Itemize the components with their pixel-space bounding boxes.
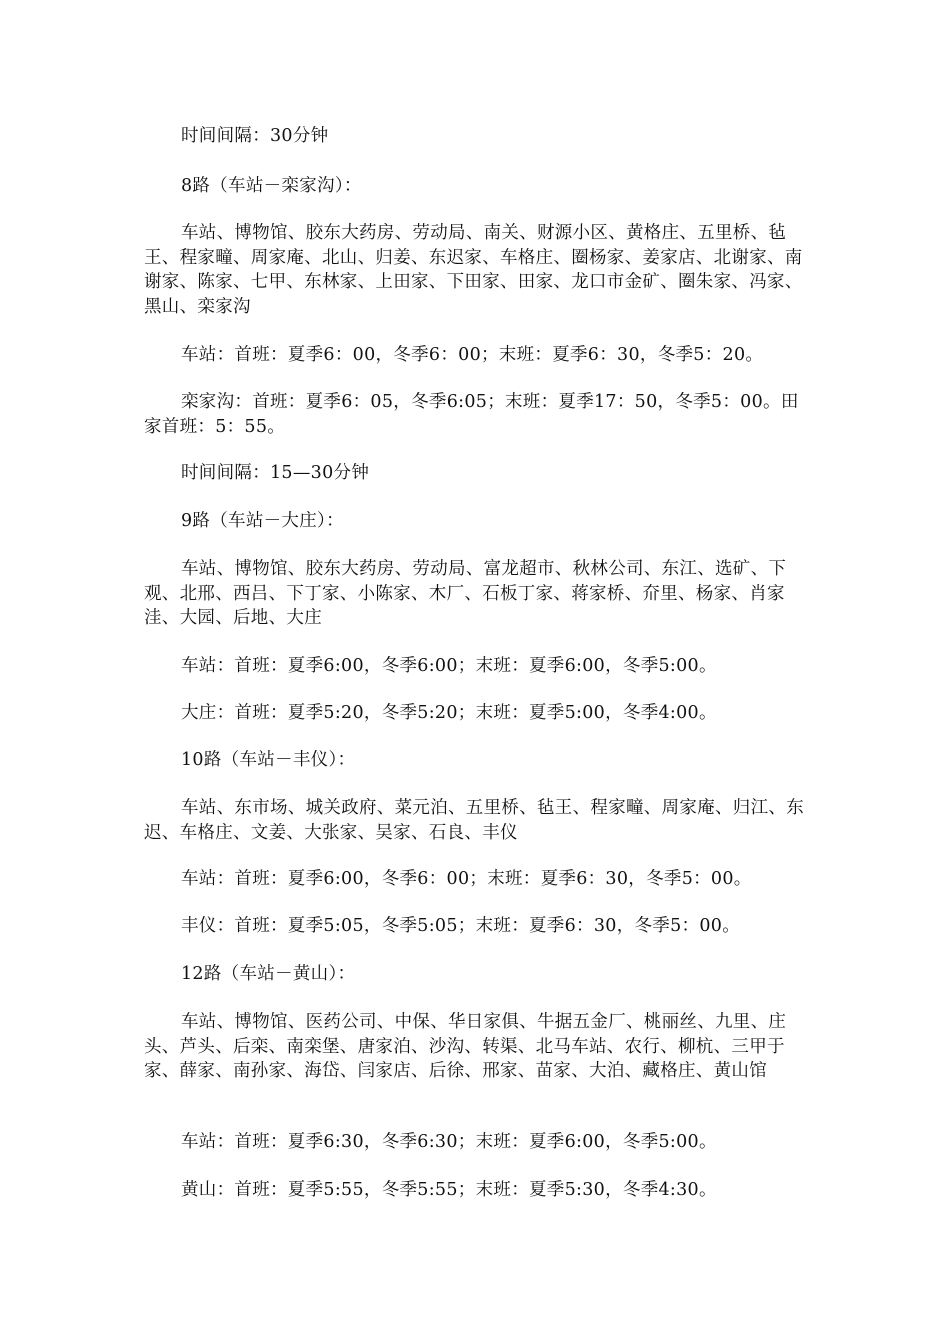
route-12-stops: 车站、博物馆、医药公司、中保、华日家俱、牛据五金厂、桃丽丝、九里、庄头、芦头、后栾、南栾堡、唐家泊、沙沟、转渠、北马车站、农行、柳杭、三甲于家、薛家、南孙家、海岱、闫家店、后徐、邢家、苗家、大泊、藏格庄、黄山馆 <box>144 1012 787 1081</box>
paragraph-interval-2: 时间间隔：15—30分钟 <box>181 463 370 483</box>
paragraph-interval-1: 时间间隔：30分钟 <box>181 126 329 146</box>
route-9-terminal-times: 大庄：首班：夏季5:20，冬季5:20；末班：夏季5:00，冬季4:00。 <box>181 703 717 723</box>
route-8-heading: 8路（车站－栾家沟）： <box>181 176 362 196</box>
route-8-terminal-times: 栾家沟：首班：夏季6：05，冬季6:05；末班：夏季17：50，冬季5：00。田家首班：5：55。 <box>144 392 799 437</box>
route-9-stops: 车站、博物馆、胶东大药房、劳动局、富龙超市、秋林公司、东江、选矿、下观、北邢、西吕、下丁家、小陈家、木厂、石板丁家、蒋家桥、夼里、杨家、肖家洼、大园、后地、大庄 <box>144 559 787 628</box>
route-10-heading: 10路（车站－丰仪）： <box>181 750 356 770</box>
route-8-station-times: 车站：首班：夏季6：00，冬季6：00；末班：夏季6：30，冬季5：20。 <box>181 345 764 365</box>
route-9-station-times: 车站：首班：夏季6:00，冬季6:00；末班：夏季6:00，冬季5:00。 <box>181 656 717 676</box>
route-10-station-times: 车站：首班：夏季6:00，冬季6：00；末班：夏季6：30，冬季5：00。 <box>181 869 752 889</box>
route-9-heading: 9路（车站－大庄）： <box>181 511 344 531</box>
route-12-terminal-times: 黄山：首班：夏季5:55，冬季5:55；末班：夏季5:30，冬季4:30。 <box>181 1180 717 1200</box>
route-12-heading: 12路（车站－黄山）： <box>181 964 356 984</box>
route-12-station-times: 车站：首班：夏季6:30，冬季6:30；末班：夏季6:00，冬季5:00。 <box>181 1132 717 1152</box>
route-8-stops: 车站、博物馆、胶东大药房、劳动局、南关、财源小区、黄格庄、五里桥、毡王、程家疃、周家庵、北山、归姜、东迟家、车格庄、圈杨家、姜家店、北谢家、南谢家、陈家、七甲、东林家、上田家、下田家、田家、龙口市金矿、圈朱家、冯家、黑山、栾家沟 <box>144 223 803 317</box>
route-10-stops: 车站、东市场、城关政府、菜元泊、五里桥、毡王、程家疃、周家庵、归江、东迟、车格庄、文姜、大张家、吴家、石良、丰仪 <box>144 798 804 843</box>
route-10-terminal-times: 丰仪：首班：夏季5:05，冬季5:05；末班：夏季6：30，冬季5：00。 <box>181 916 740 936</box>
